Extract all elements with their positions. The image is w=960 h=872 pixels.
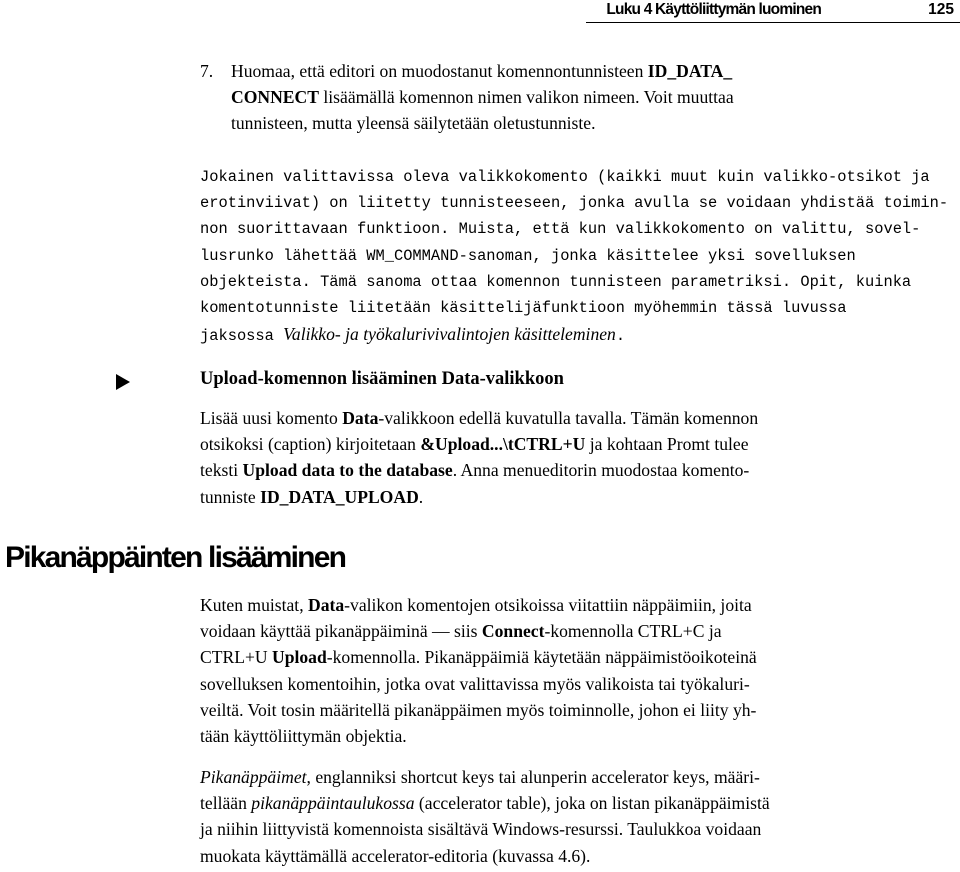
text-line: otsikoksi (caption) kirjoitetaan &Upload...\tCTRL+U ja kohtaan Promt tulee: [200, 434, 749, 455]
text-line: teksti Upload data to the database. Anna menueditorin muodostaa komento-: [200, 460, 750, 481]
paragraph-accelerator-table: [200, 764, 942, 869]
text-line: sovelluksen komentoihin, jotka ovat valittavissa myös valikoista tai työkaluri-: [200, 673, 750, 694]
text-line: Jokainen valittavissa oleva valikkokomento (kaikki muut kuin valikko-otsikot ja: [200, 168, 930, 186]
step-line: Huomaa, että editori on muodostanut komennontunnisteen ID_DATA_: [231, 61, 733, 81]
text-line: voidaan käyttää pikanäppäiminä — siis Connect-komennolla CTRL+C ja: [200, 621, 722, 642]
text-line: erotinviivat) on liitetty tunnisteeseen, jonka avulla se voidaan yhdistää toimin-: [200, 194, 949, 213]
text-line: non suorittavaan funktioon. Muista, että kun valikkokomento on valittu, sovel-: [200, 220, 921, 239]
text-line: Pikanäppäimet, englanniksi shortcut keys tai alunperin accelerator keys, määri-: [200, 767, 760, 787]
text-line: komentotunniste liitetään käsittelijäfunktioon myöhemmin tässä luvussa: [200, 299, 847, 318]
procedure-body: [200, 405, 942, 510]
text-line: jaksossa Valikko- ja työkalurivivalintojen käsitteleminen.: [200, 324, 626, 346]
text-line: tellään pikanäppäintaulukossa (accelerator table), joka on listan pikanäppäimistä: [200, 793, 770, 814]
chapter-title: Luku 4 Käyttöliittymän luominen: [606, 1, 821, 18]
numbered-step-7: [200, 58, 942, 137]
step-number: 7.: [200, 61, 214, 81]
text-line: muokata käyttämällä accelerator-editoria (kuvassa 4.6).: [200, 845, 591, 866]
procedure-heading: Upload-komennon lisääminen Data-valikkoon: [200, 369, 564, 389]
text-line: Lisää uusi komento Data-valikkoon edellä kuvatulla tavalla. Tämän komennon: [200, 408, 759, 428]
page-number: 125: [928, 1, 954, 18]
section-heading: Pikanäppäinten lisääminen: [5, 541, 346, 574]
paragraph-menu-identifiers: [200, 164, 949, 349]
header-rule: [586, 22, 960, 23]
text-line: veiltä. Voit tosin määritellä pikanäppäimen myös toiminnolle, johon ei liity yh-: [200, 699, 757, 720]
text-line: objekteista. Tämä sanoma ottaa komennon tunnisteen parametriksi. Opit, kuinka: [200, 272, 912, 291]
section-reference: Valikko- ja työkalurivivalintojen käsitteleminen: [283, 324, 616, 345]
text-line: tunniste ID_DATA_UPLOAD.: [200, 486, 424, 507]
text-line: ja niihin liittyvistä komennoista sisältävä Windows-resurssi. Taulukkoa voidaan: [200, 819, 762, 840]
text-line: Kuten muistat, Data-valikon komentojen otsikoissa viitattiin näppäimiin, joita: [200, 595, 752, 615]
step-line: CONNECT lisäämällä komennon nimen valikon nimeen. Voit muuttaa: [231, 87, 734, 108]
procedure-arrow-icon: [116, 374, 130, 390]
text-line: tään käyttöliittymän objektia.: [200, 726, 407, 747]
step-line: tunnisteen, mutta yleensä säilytetään oletustunniste.: [231, 113, 596, 134]
running-header: [0, 0, 960, 24]
step-text: [231, 58, 942, 137]
paragraph-accelerators: [200, 592, 942, 749]
text-line: CTRL+U Upload-komennolla. Pikanäppäimiä käytetään näppäimistöoikoteinä: [200, 647, 757, 668]
text-line: lusrunko lähettää WM_COMMAND-sanoman, jonka käsittelee yksi sovelluksen: [200, 246, 856, 265]
